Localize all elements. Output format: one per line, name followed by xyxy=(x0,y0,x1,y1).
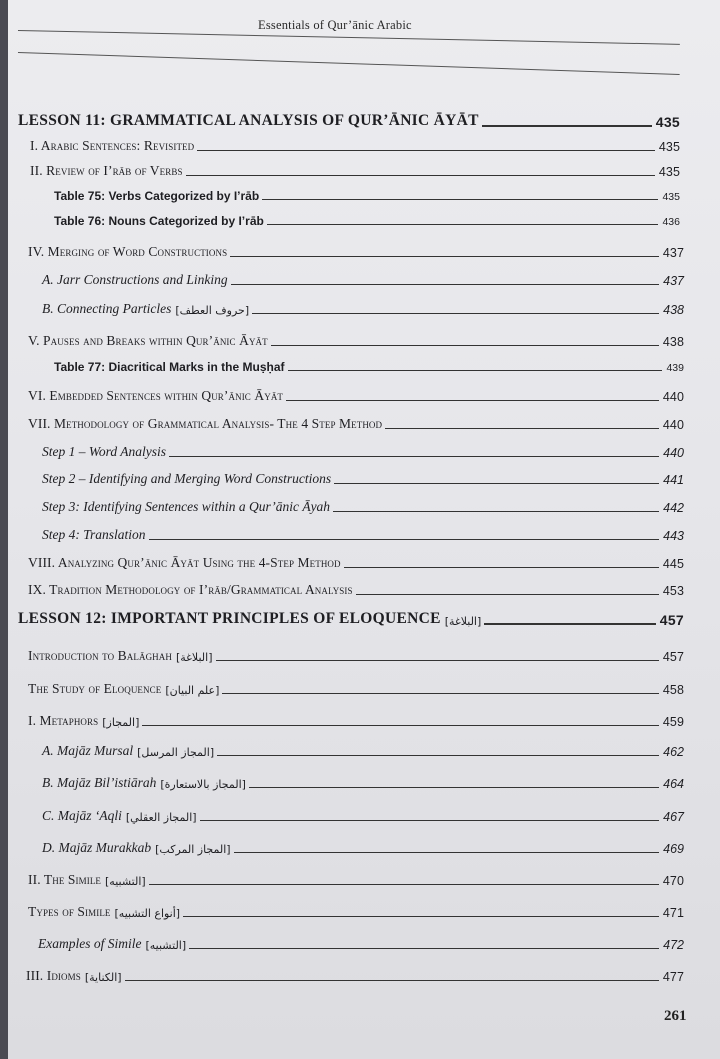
dot-leader xyxy=(149,539,660,540)
page-number: 438 xyxy=(663,303,684,317)
toc-entry[interactable] xyxy=(30,163,680,179)
page-number: 436 xyxy=(662,216,680,228)
lesson-title: LESSON 12: IMPORTANT PRINCIPLES OF ELOQUENCE xyxy=(18,610,441,627)
page-number: 471 xyxy=(662,906,684,920)
dot-leader xyxy=(252,313,659,314)
toc-entry[interactable] xyxy=(28,904,684,920)
toc-entry[interactable] xyxy=(28,555,684,571)
entry-label: III. Idioms xyxy=(26,968,81,983)
entry-label: IX. Tradition Methodology of I’rāb/Grammatical Analysis xyxy=(28,582,353,597)
page-number: 435 xyxy=(655,114,680,130)
arabic-term: [المجاز] xyxy=(102,716,140,729)
dot-leader xyxy=(230,256,659,257)
dot-leader xyxy=(125,980,659,981)
page-number: 437 xyxy=(663,274,684,288)
arabic-term: [حروف العطف] xyxy=(175,304,250,317)
page-number: 439 xyxy=(666,362,684,374)
dot-leader xyxy=(385,428,659,429)
toc-table-entry[interactable] xyxy=(54,189,680,203)
page-number: 435 xyxy=(658,140,680,154)
entry-label: Types of Simile xyxy=(28,904,111,919)
entry-label: Examples of Simile xyxy=(38,936,142,951)
page-number: 457 xyxy=(662,650,684,664)
page-number: 438 xyxy=(662,335,684,349)
page-number: 437 xyxy=(662,246,684,260)
dot-leader xyxy=(288,370,663,371)
page-number: 459 xyxy=(662,715,684,729)
toc-entry[interactable] xyxy=(42,775,684,791)
toc-entry[interactable] xyxy=(42,499,684,515)
dot-leader xyxy=(334,483,659,484)
toc-entry[interactable] xyxy=(42,301,684,317)
toc-entry[interactable] xyxy=(28,244,684,260)
toc-entry[interactable] xyxy=(30,138,680,154)
toc-lesson-heading[interactable] xyxy=(18,610,684,628)
dot-leader xyxy=(222,693,658,694)
page-number: 458 xyxy=(662,683,684,697)
entry-label: Step 3: Identifying Sentences within a Qur’ānic Āyah xyxy=(42,499,331,514)
dot-leader xyxy=(186,175,655,176)
toc-entry[interactable] xyxy=(28,872,684,888)
page-number: 440 xyxy=(662,390,684,404)
entry-label: Step 1 – Word Analysis xyxy=(42,444,167,459)
entry-label: Table 75: Verbs Categorized by I’rāb xyxy=(54,189,260,203)
dot-leader xyxy=(482,125,652,127)
page-number: 435 xyxy=(658,165,680,179)
toc-entry[interactable] xyxy=(42,527,684,543)
toc-entry[interactable] xyxy=(42,743,684,759)
arabic-term: [المجاز المرسل] xyxy=(137,746,215,759)
arabic-term: [المجاز بالاستعارة] xyxy=(160,778,246,791)
dot-leader xyxy=(249,787,659,788)
dot-leader xyxy=(286,400,659,401)
page-number: 457 xyxy=(659,612,684,628)
toc-entry[interactable] xyxy=(28,648,684,664)
page-number: 472 xyxy=(663,938,684,952)
dot-leader xyxy=(356,594,659,595)
dot-leader xyxy=(333,511,659,512)
page-number: 435 xyxy=(662,191,680,203)
toc-table-entry[interactable] xyxy=(54,214,680,228)
toc-entry[interactable] xyxy=(38,936,684,952)
toc-entry[interactable] xyxy=(42,808,684,824)
dot-leader xyxy=(217,755,659,756)
dot-leader xyxy=(149,884,659,885)
page-number: 467 xyxy=(663,810,684,824)
page-number: 441 xyxy=(663,473,684,487)
entry-label: II. The Simile xyxy=(28,872,102,887)
entry-label: B. Majāz Bil’istiārah xyxy=(42,775,157,790)
toc-entry[interactable] xyxy=(42,272,684,288)
page-number: 470 xyxy=(662,874,684,888)
page-folio-number: 261 xyxy=(664,1008,687,1024)
toc-entry[interactable] xyxy=(28,416,684,432)
entry-label: Table 76: Nouns Categorized by I’rāb xyxy=(54,214,264,228)
entry-label: I. Metaphors xyxy=(28,713,99,728)
arabic-term: [المجاز المركب] xyxy=(155,843,231,856)
page-number: 440 xyxy=(662,418,684,432)
entry-label: VII. Methodology of Grammatical Analysis- The 4 Step Method xyxy=(28,416,383,431)
arabic-term: [البلاغة] xyxy=(175,651,213,664)
arabic-term: [المجاز العقلي] xyxy=(125,811,197,824)
page-number: 469 xyxy=(663,842,684,856)
toc-entry[interactable] xyxy=(42,471,684,487)
page-number: 440 xyxy=(663,446,684,460)
toc-lesson-heading[interactable] xyxy=(18,112,680,130)
dot-leader xyxy=(189,948,659,949)
arabic-term: [البلاغة] xyxy=(444,615,482,628)
dot-leader xyxy=(231,284,660,285)
toc-entry[interactable] xyxy=(28,388,684,404)
entry-label: D. Majāz Murakkab xyxy=(42,840,152,855)
toc-entry[interactable] xyxy=(28,681,684,697)
page-number: 453 xyxy=(662,584,684,598)
dot-leader xyxy=(200,820,660,821)
header-rule xyxy=(18,52,680,75)
dot-leader xyxy=(271,345,659,346)
dot-leader xyxy=(262,199,658,200)
entry-label: II. Review of I’rāb of Verbs xyxy=(30,163,183,178)
entry-label: IV. Merging of Word Constructions xyxy=(28,244,228,259)
entry-label: B. Connecting Particles xyxy=(42,301,172,316)
toc-entry[interactable] xyxy=(28,333,684,349)
entry-label: VI. Embedded Sentences within Qur’ānic Āyāt xyxy=(28,388,284,403)
entry-label: A. Majāz Mursal xyxy=(42,743,134,758)
running-header: Essentials of Qur’ānic Arabic xyxy=(258,18,412,32)
book-page xyxy=(8,0,720,1059)
entry-label: I. Arabic Sentences: Revisited xyxy=(30,138,195,153)
dot-leader xyxy=(183,916,659,917)
dot-leader xyxy=(142,725,658,726)
page-number: 442 xyxy=(663,501,684,515)
dot-leader xyxy=(344,567,659,568)
entry-label: Table 77: Diacritical Marks in the Muṣḥaf xyxy=(54,360,285,374)
toc-entry[interactable] xyxy=(42,444,684,460)
page-number: 477 xyxy=(662,970,684,984)
entry-label: C. Majāz ‘Aqli xyxy=(42,808,122,823)
dot-leader xyxy=(267,224,659,225)
page-number: 464 xyxy=(663,777,684,791)
dot-leader xyxy=(169,456,659,457)
arabic-term: [أنواع التشبيه] xyxy=(114,907,181,920)
page-number: 443 xyxy=(663,529,684,543)
dot-leader xyxy=(234,852,660,853)
arabic-term: [الكناية] xyxy=(84,971,122,984)
page-number: 445 xyxy=(662,557,684,571)
arabic-term: [التشبيه] xyxy=(105,875,146,888)
entry-label: Step 2 – Identifying and Merging Word Constructions xyxy=(42,471,332,486)
dot-leader xyxy=(197,150,655,151)
toc-entry[interactable] xyxy=(28,713,684,729)
toc-entry[interactable] xyxy=(28,582,684,598)
toc-entry[interactable] xyxy=(42,840,684,856)
toc-table-entry[interactable] xyxy=(54,360,684,374)
page-number: 462 xyxy=(663,745,684,759)
entry-label: A. Jarr Constructions and Linking xyxy=(42,272,228,287)
entry-label: Introduction to Balāghah xyxy=(28,648,172,663)
entry-label: Step 4: Translation xyxy=(42,527,146,542)
lesson-title: LESSON 11: GRAMMATICAL ANALYSIS OF QUR’ĀNIC ĀYĀT xyxy=(18,112,479,129)
arabic-term: [علم البيان] xyxy=(165,684,220,697)
dot-leader xyxy=(216,660,659,661)
entry-label: V. Pauses and Breaks within Qur’ānic Āyāt xyxy=(28,333,268,348)
dot-leader xyxy=(484,623,655,625)
entry-label: The Study of Eloquence xyxy=(28,681,162,696)
toc-entry[interactable] xyxy=(26,968,684,984)
entry-label: VIII. Analyzing Qur’ānic Āyāt Using the 4-Step Method xyxy=(28,555,341,570)
arabic-term: [التشبيه] xyxy=(145,939,187,952)
